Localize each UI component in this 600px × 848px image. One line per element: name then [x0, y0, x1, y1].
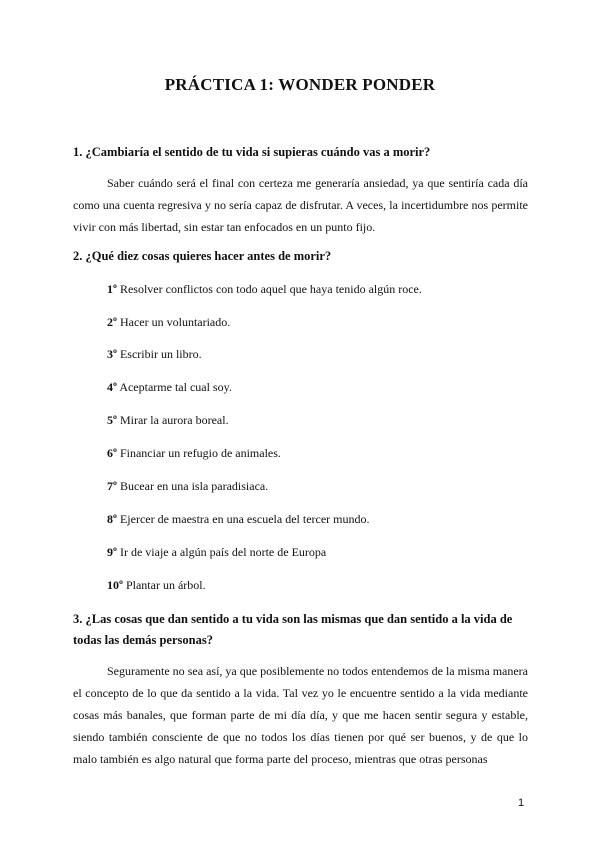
list-item: [107, 315, 230, 330]
list-item: [107, 479, 268, 494]
list-item: [107, 282, 422, 297]
list-item: [107, 347, 202, 362]
list-item-text: Escribir un libro.: [119, 347, 202, 361]
list-item: [107, 413, 229, 428]
list-item-text: Financiar un refugio de animales.: [119, 446, 281, 460]
answer-1: Saber cuándo será el final con certeza me generaría ansiedad, ya que sentiría cada día como una cuenta regresiva y no sería capaz de disfrutar. A veces, la incertidumbre nos permite vivir con más libertad, sin estar tan enfocados en un punto fijo.: [73, 176, 528, 234]
list-item-text: Resolver conflictos con todo aquel que haya tenido algún roce.: [119, 282, 422, 296]
document-title: PRÁCTICA 1: WONDER PONDER: [164, 75, 436, 94]
list-item: [107, 545, 326, 560]
list-item: [107, 380, 232, 395]
list-item-text: Ir de viaje a algún país del norte de Europa: [119, 545, 327, 559]
list-item-number: 6º: [107, 446, 117, 460]
list-item-text: Mirar la aurora boreal.: [119, 413, 229, 427]
list-item: [107, 446, 281, 461]
list-item-number: 1º: [107, 282, 117, 296]
list-item-number: 4º: [107, 380, 117, 394]
list-item: [107, 578, 206, 593]
list-item-number: 3º: [107, 347, 117, 361]
question-2: 2. ¿Qué diez cosas quieres hacer antes de morir?: [73, 249, 332, 263]
list-item-number: 2º: [107, 315, 117, 329]
list-item-number: 5º: [107, 413, 117, 427]
list-item-text: Aceptarme tal cual soy.: [119, 380, 232, 394]
list-item-number: 9º: [107, 545, 117, 559]
answer-3: Seguramente no sea así, ya que posiblemente no todos entendemos de la misma manera el concepto de lo que da sentido a la vida. Tal vez yo le encuentre sentido a la vida mediante cosas más banales, que forman parte de mi día día, y que me hacen sentir segura y estable, siendo también consciente de que no todos los días tienen por qué ser buenos, y de que lo malo también es algo natural que forma parte del proceso, mientras que otras personas: [73, 664, 528, 766]
question-3: 3. ¿Las cosas que dan sentido a tu vida son las mismas que dan sentido a la vida de todas las demás personas?: [73, 612, 513, 647]
list-item-number: 10º: [107, 578, 123, 592]
list-item-number: 7º: [107, 479, 117, 493]
list-item-text: Hacer un voluntariado.: [119, 315, 231, 329]
question-1: 1. ¿Cambiaría el sentido de tu vida si supieras cuándo vas a morir?: [73, 145, 431, 159]
list-item-text: Ejercer de maestra en una escuela del tercer mundo.: [119, 512, 370, 526]
list-item: [107, 512, 370, 527]
list-item-number: 8º: [107, 512, 117, 526]
list-item-text: Plantar un árbol.: [125, 578, 206, 592]
list-item-text: Bucear en una isla paradisiaca.: [119, 479, 269, 493]
page-number: 1: [518, 797, 525, 809]
